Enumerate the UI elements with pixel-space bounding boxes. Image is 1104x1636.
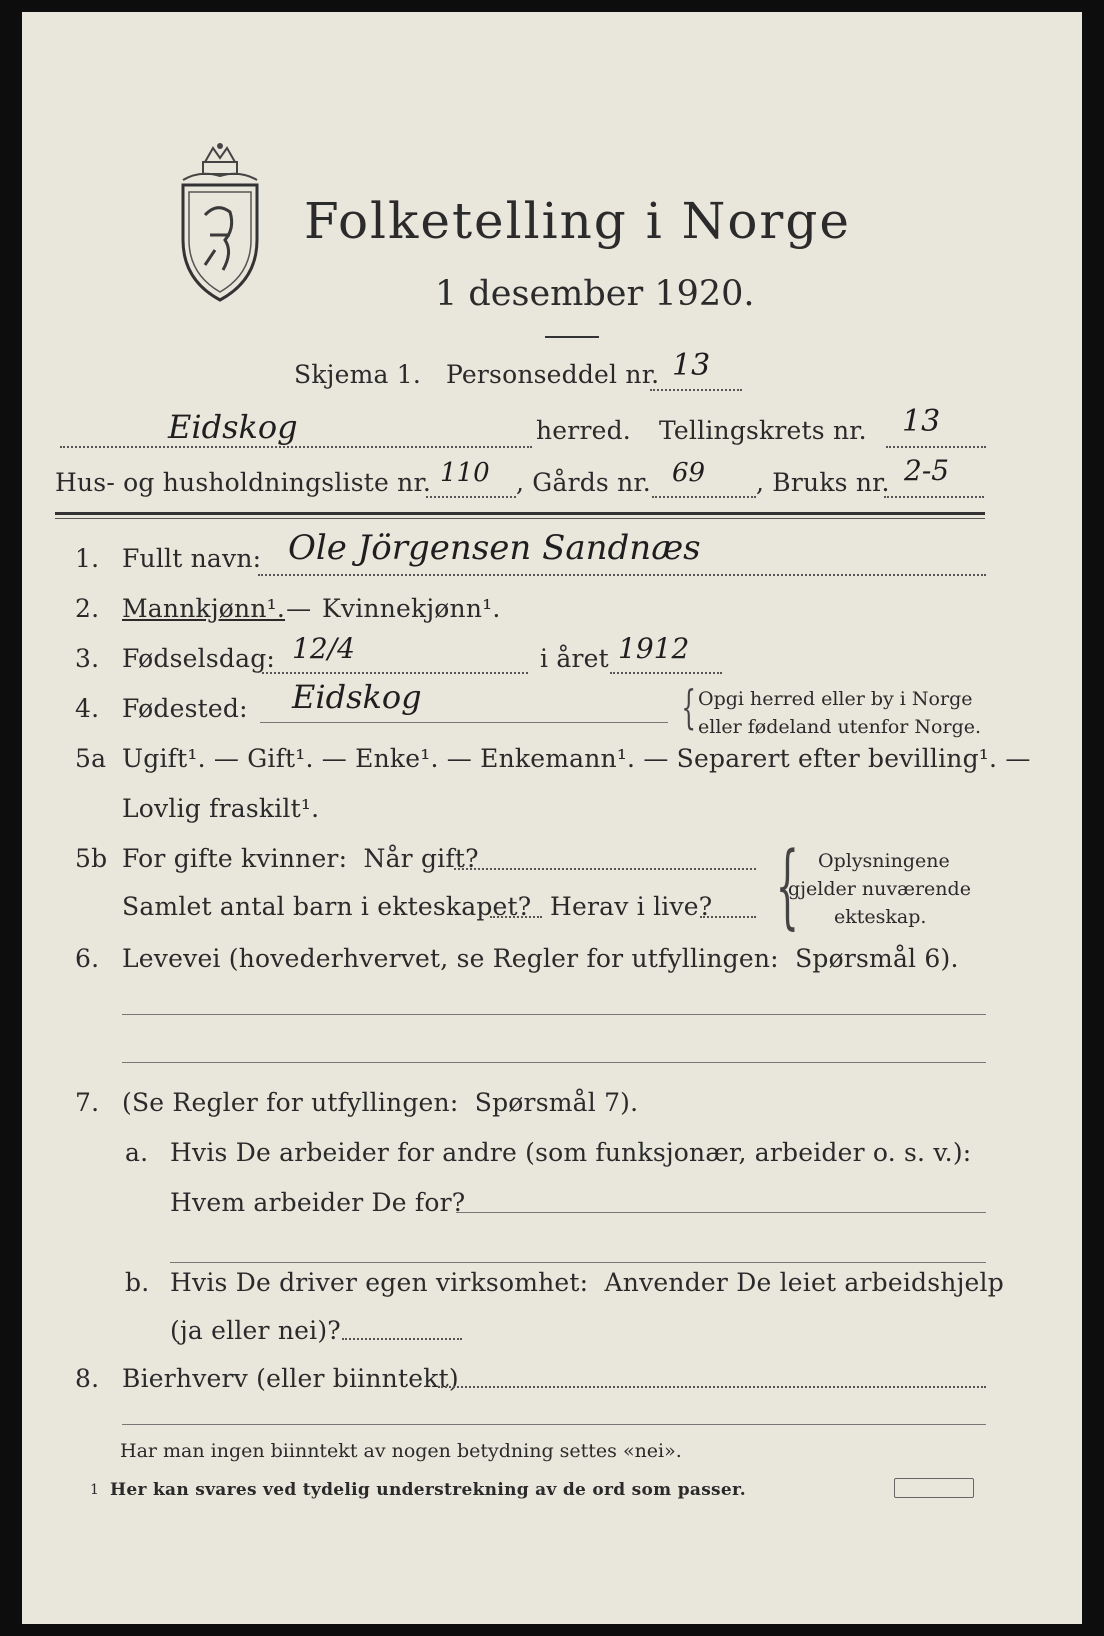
tellingskrets-label: Tellingskrets nr.	[659, 416, 867, 445]
q7-label: (Se Regler for utfyllingen: Spørsmål 7).	[122, 1088, 639, 1117]
q1-number: 1.	[75, 544, 100, 573]
q4-note-line2: eller fødeland utenfor Norge.	[698, 716, 982, 738]
gender-male-option[interactable]: Mannkjønn¹.	[122, 594, 286, 623]
gender-separator: —	[278, 594, 320, 623]
birthplace-value[interactable]: Eidskog	[292, 678, 422, 716]
bruks-line	[884, 496, 984, 498]
title-divider	[545, 336, 599, 338]
q4-label: Fødested:	[122, 694, 248, 723]
marital-status-divorced[interactable]: Lovlig fraskilt¹.	[122, 794, 320, 823]
q5b-brace: {	[775, 832, 799, 939]
q6-number: 6.	[75, 944, 100, 973]
gender-female-option[interactable]: Kvinnekjønn¹.	[322, 594, 501, 623]
side-income-line[interactable]	[438, 1386, 986, 1388]
q7b-line2: (ja eller nei)?	[170, 1316, 341, 1345]
q4-number: 4.	[75, 694, 100, 723]
gards-line	[652, 496, 756, 498]
form-date: 1 desember 1920.	[435, 274, 755, 314]
census-form-page	[22, 12, 1082, 1624]
herred-line	[60, 446, 532, 448]
birthday-value[interactable]: 12/4	[292, 632, 355, 665]
birth-year-line	[610, 672, 722, 674]
birthday-line	[262, 672, 528, 674]
q5b-number: 5b	[75, 844, 108, 873]
gards-label: , Gårds nr.	[516, 468, 651, 497]
q5a-number: 5a	[75, 744, 107, 773]
footnote-text: Her kan svares ved tydelig understrekning av de ord som passer.	[110, 1480, 746, 1500]
full-name-value[interactable]: Ole Jörgensen Sandnæs	[288, 528, 701, 568]
q7b-number: b.	[125, 1268, 150, 1297]
coat-of-arms-icon	[175, 140, 265, 305]
occupation-line-1[interactable]	[122, 1014, 986, 1015]
printer-stamp	[894, 1478, 974, 1498]
personseddel-line	[650, 389, 742, 391]
married-when-line[interactable]	[454, 868, 756, 870]
hired-help-line[interactable]	[342, 1338, 462, 1340]
employer-line[interactable]	[456, 1212, 986, 1213]
children-alive-line[interactable]	[700, 916, 756, 918]
section-divider-thin	[55, 518, 985, 519]
birth-year-value[interactable]: 1912	[618, 632, 690, 665]
q7b-line1: Hvis De driver egen virksomhet: Anvender De leiet arbeidshjelp	[170, 1268, 1004, 1297]
q4-note-line1: Opgi herred eller by i Norge	[698, 688, 973, 710]
q6-label: Levevei (hovederhvervet, se Regler for utfyllingen: Spørsmål 6).	[122, 944, 959, 973]
q7a-number: a.	[125, 1138, 149, 1167]
q8-label: Bierhverv (eller biinntekt)	[122, 1364, 459, 1393]
full-name-line	[258, 574, 986, 576]
q3-number: 3.	[75, 644, 100, 673]
hus-value[interactable]: 110	[440, 458, 490, 488]
gards-value[interactable]: 69	[672, 458, 706, 488]
q5b-married-when: For gifte kvinner: Når gift?	[122, 844, 479, 873]
q7a-line2: Hvem arbeider De for?	[170, 1188, 466, 1217]
skjema-label: Skjema 1.	[294, 360, 422, 389]
q5b-note-line3: ekteskap.	[834, 906, 927, 928]
bruks-value[interactable]: 2-5	[904, 454, 950, 487]
personseddel-value[interactable]: 13	[672, 348, 711, 383]
side-income-line-2[interactable]	[122, 1424, 986, 1425]
q8-number: 8.	[75, 1364, 100, 1393]
form-title: Folketelling i Norge	[304, 192, 851, 250]
bruks-label: , Bruks nr.	[756, 468, 890, 497]
q4-brace: {	[681, 680, 696, 734]
q2-number: 2.	[75, 594, 100, 623]
q3-year-label: i året	[540, 644, 609, 673]
q5b-children-alive: Herav i live?	[550, 892, 713, 921]
personseddel-label: Personseddel nr.	[446, 360, 660, 389]
q7a-line1: Hvis De arbeider for andre (som funksjonær, arbeider o. s. v.):	[170, 1138, 972, 1167]
birthplace-line	[260, 722, 668, 723]
tellingskrets-value[interactable]: 13	[902, 404, 941, 439]
q5b-note-line1: Oplysningene	[818, 850, 950, 872]
q5b-note-line2: gjelder nuværende	[788, 878, 971, 900]
q7-number: 7.	[75, 1088, 100, 1117]
occupation-line-2[interactable]	[122, 1062, 986, 1063]
hus-line	[426, 496, 516, 498]
q3-label: Fødselsdag:	[122, 644, 276, 673]
q1-label: Fullt navn:	[122, 544, 262, 573]
employer-line-2[interactable]	[170, 1262, 986, 1263]
marital-status-options[interactable]: Ugift¹. — Gift¹. — Enke¹. — Enkemann¹. — Separert efter bevilling¹. —	[122, 744, 1031, 773]
section-divider	[55, 512, 985, 515]
footnote-number: 1	[90, 1482, 99, 1498]
hus-label: Hus- og husholdningsliste nr.	[55, 468, 432, 497]
tellingskrets-line	[886, 446, 986, 448]
herred-label: herred.	[536, 416, 631, 445]
income-note: Har man ingen biinntekt av nogen betydning settes «nei».	[120, 1440, 682, 1462]
q5b-children-total: Samlet antal barn i ekteskapet?	[122, 892, 532, 921]
children-total-line[interactable]	[490, 916, 542, 918]
herred-value[interactable]: Eidskog	[168, 408, 298, 446]
